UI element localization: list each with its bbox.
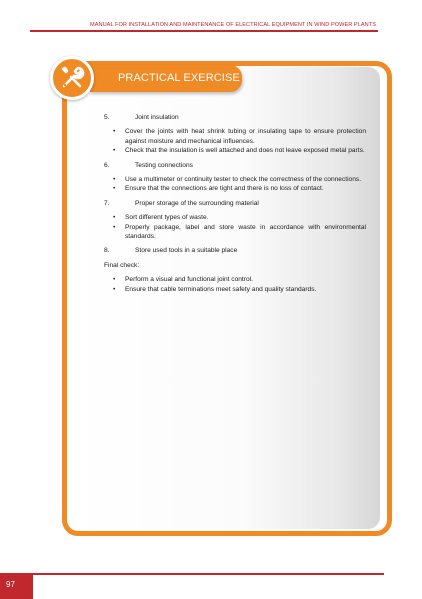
- step-number: 8.: [104, 247, 110, 255]
- step-number: 5.: [104, 114, 110, 121]
- tools-icon: [50, 56, 94, 100]
- list-item: • Ensure that the connections are tight and there is no loss of contact.: [104, 184, 366, 193]
- step-title: Proper storage of the surrounding material: [135, 199, 259, 207]
- list-item: • Perform a visual and functional joint control.: [104, 275, 366, 284]
- list-item: • Properly package, label and store waste in accordance with environmental standards.: [104, 223, 366, 242]
- step-8: [104, 246, 366, 255]
- step-6-bullets: [104, 175, 366, 194]
- tools-icon-graphic: [58, 64, 86, 92]
- list-item: • Check that the insulation is well attached and does not leave exposed metal parts.: [104, 146, 366, 155]
- list-item: • Use a multimeter or continuity tester to check the correctness of the connections.: [104, 175, 366, 184]
- list-item: • Cover the joints with heat shrink tubing or insulating tape to ensure protection against moisture and mechanical influences.: [104, 127, 366, 146]
- page-number-box: [0, 575, 33, 599]
- page-number: 97: [6, 580, 15, 589]
- step-title: Testing connections: [135, 161, 193, 169]
- step-7: [104, 199, 366, 208]
- step-title: Store used tools in a suitable place: [135, 247, 238, 255]
- step-5-bullets: [104, 127, 366, 155]
- footer-rule: [0, 573, 384, 575]
- header-rule: [30, 30, 378, 32]
- list-item: • Ensure that cable terminations meet safety and quality standards.: [104, 285, 366, 294]
- step-6: [104, 161, 366, 170]
- list-item: • Sort different types of waste.: [104, 213, 366, 222]
- exercise-content: [104, 113, 366, 299]
- step-number: 6.: [104, 161, 110, 169]
- step-5: [104, 113, 366, 122]
- running-header: MANUAL FOR INSTALLATION AND MAINTENANCE OF ELECTRICAL EQUIPMENT IN WIND POWER PLANTS: [90, 22, 376, 28]
- final-check-bullets: [104, 275, 366, 294]
- step-number: 7.: [104, 199, 110, 207]
- step-7-bullets: [104, 213, 366, 241]
- banner-title: PRACTICAL EXERCISE: [118, 72, 240, 84]
- final-check-label: Final check:: [104, 261, 140, 269]
- step-title: Joint insulation: [135, 114, 179, 121]
